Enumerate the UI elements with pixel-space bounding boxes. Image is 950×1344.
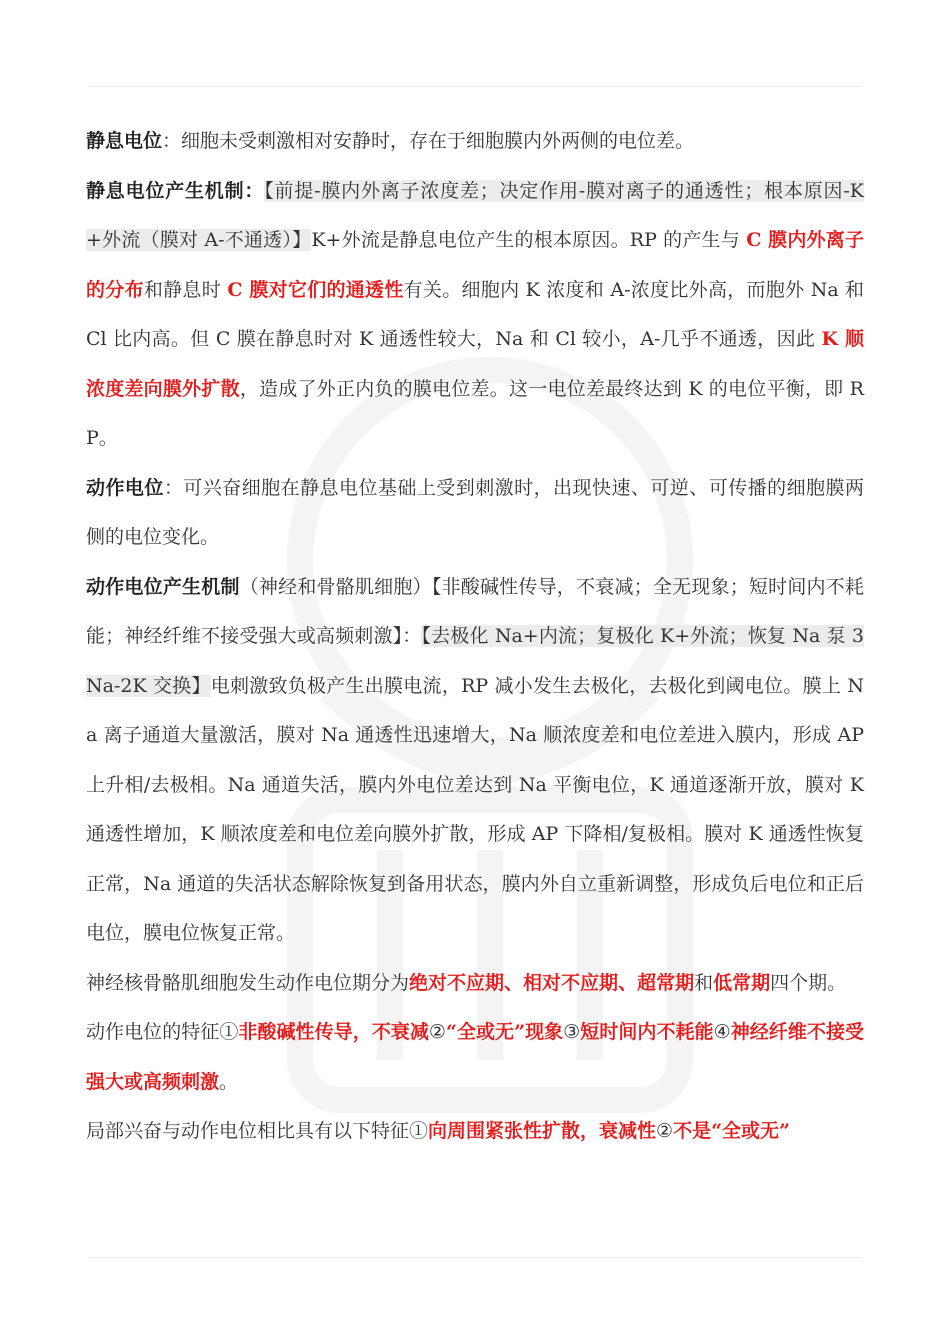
term-colon: ：: [163, 476, 184, 499]
document-body: [86, 117, 864, 1157]
paragraph-resting-potential: [86, 117, 864, 167]
key-point: 不是“全或无”: [673, 1120, 790, 1142]
paragraph-resting-mechanism: [86, 167, 864, 464]
body-text: 局部兴奋与动作电位相比具有以下特征: [86, 1120, 410, 1142]
circled-number: ③: [563, 1021, 581, 1043]
term-action-mechanism: 动作电位产生机制: [86, 575, 240, 598]
key-point: “全或无”现象: [445, 1021, 564, 1043]
body-text: ，造成了外正内负的膜电位差。这一电位差最终达到 K 的电位平衡，即 RP。: [86, 377, 864, 449]
paragraph-action-potential: [86, 464, 864, 563]
definition-text: 细胞未受刺激相对安静时，存在于细胞膜内外两侧的电位差。: [181, 130, 695, 152]
key-point: 相对不应期: [523, 971, 619, 994]
body-text: 神经核骨骼肌细胞发生动作电位期分为: [86, 971, 410, 994]
term-resting-mechanism: 静息电位产生机制: [86, 179, 245, 202]
shaded-summary: 【前提-膜内外离子浓度差；决定作用-膜对离子的通透性；根本原因-K+外流（膜对 A-不通透）】: [86, 179, 864, 251]
key-point: C 膜内外离子的分布: [86, 229, 864, 301]
shaded-summary: 【去极化 Na+内流；复极化 K+外流；恢复 Na 泵 3Na-2K 交换】: [86, 625, 864, 697]
key-point: 向周围紧张性扩散，衰减性: [428, 1120, 657, 1142]
body-text: 四个期。: [770, 971, 847, 994]
paragraph-refractory-periods: [86, 959, 864, 1009]
term-colon: ：: [244, 179, 265, 202]
key-point: K 顺浓度差向膜外扩散: [86, 328, 864, 400]
header-rule: [88, 86, 862, 87]
key-point: 短时间内不耗能: [580, 1021, 714, 1043]
term-resting-potential: 静息电位: [86, 130, 163, 152]
circled-number: ②: [428, 1021, 446, 1043]
body-text: （神经和骨骼肌细胞）【非酸碱性传导，不衰减；全无现象；短时间内不耗能；神经纤维不接受强大或高频刺激】：: [86, 575, 864, 647]
circled-number: ①: [409, 1120, 429, 1142]
key-point: 绝对不应期: [409, 971, 505, 994]
key-point: 超常期: [637, 971, 695, 994]
circled-number: ④: [713, 1021, 731, 1043]
body-text: 。: [219, 1070, 239, 1093]
key-point: C 膜对它们的通透性: [227, 278, 404, 301]
term-action-potential: 动作电位: [86, 476, 164, 499]
circled-number: ②: [656, 1120, 674, 1142]
body-text: 和: [694, 971, 714, 994]
paragraph-ap-features: [86, 1008, 864, 1107]
separator: 、: [504, 971, 524, 994]
body-text: 电刺激致负极产生出膜电流，RP 减小发生去极化，去极化到阈电位。膜上 Na 离子通道大量激活，膜对 Na 通透性迅速增大，Na 顺浓度差和电位差进入膜内，形成 AP 上升相/去极相。Na 通道失活，膜内外电位差达到 Na 平衡电位，K 通道逐渐开放，膜对 K 通透性增加，K 顺浓度差和电位差向膜外扩散，形成 AP 下降相/复极相。膜对 K 通透性恢复正常，Na 通道的失活状态解除恢复到备用状态，膜内外自立重新调整，形成负后电位和正后电位，膜电位恢复正常。: [86, 674, 865, 944]
definition-text: 可兴奋细胞在静息电位基础上受到刺激时，出现快速、可逆、可传播的细胞膜两侧的电位变化。: [86, 476, 864, 548]
body-text: 有关。细胞内 K 浓度和 A-浓度比外高，而胞外 Na 和 Cl 比内高。但 C 膜在静息时对 K 通透性较大，Na 和 Cl 较小，A-几乎不通透，因此: [86, 278, 864, 350]
body-text: K+外流是静息电位产生的根本原因。RP 的产生与: [311, 229, 747, 251]
term-colon: ：: [162, 130, 182, 152]
body-text: 动作电位的特征: [86, 1021, 220, 1043]
footer-rule: [88, 1257, 862, 1258]
key-point: 神经纤维不接受强大或高频刺激: [86, 1021, 864, 1093]
key-point: 非酸碱性传导，不衰减: [238, 1021, 429, 1043]
separator: 、: [618, 971, 638, 994]
paragraph-action-mechanism: [86, 563, 864, 959]
circled-number: ①: [219, 1021, 239, 1043]
paragraph-local-excitation: [86, 1107, 864, 1157]
body-text: 和静息时: [143, 278, 228, 301]
key-point: 低常期: [713, 971, 771, 994]
